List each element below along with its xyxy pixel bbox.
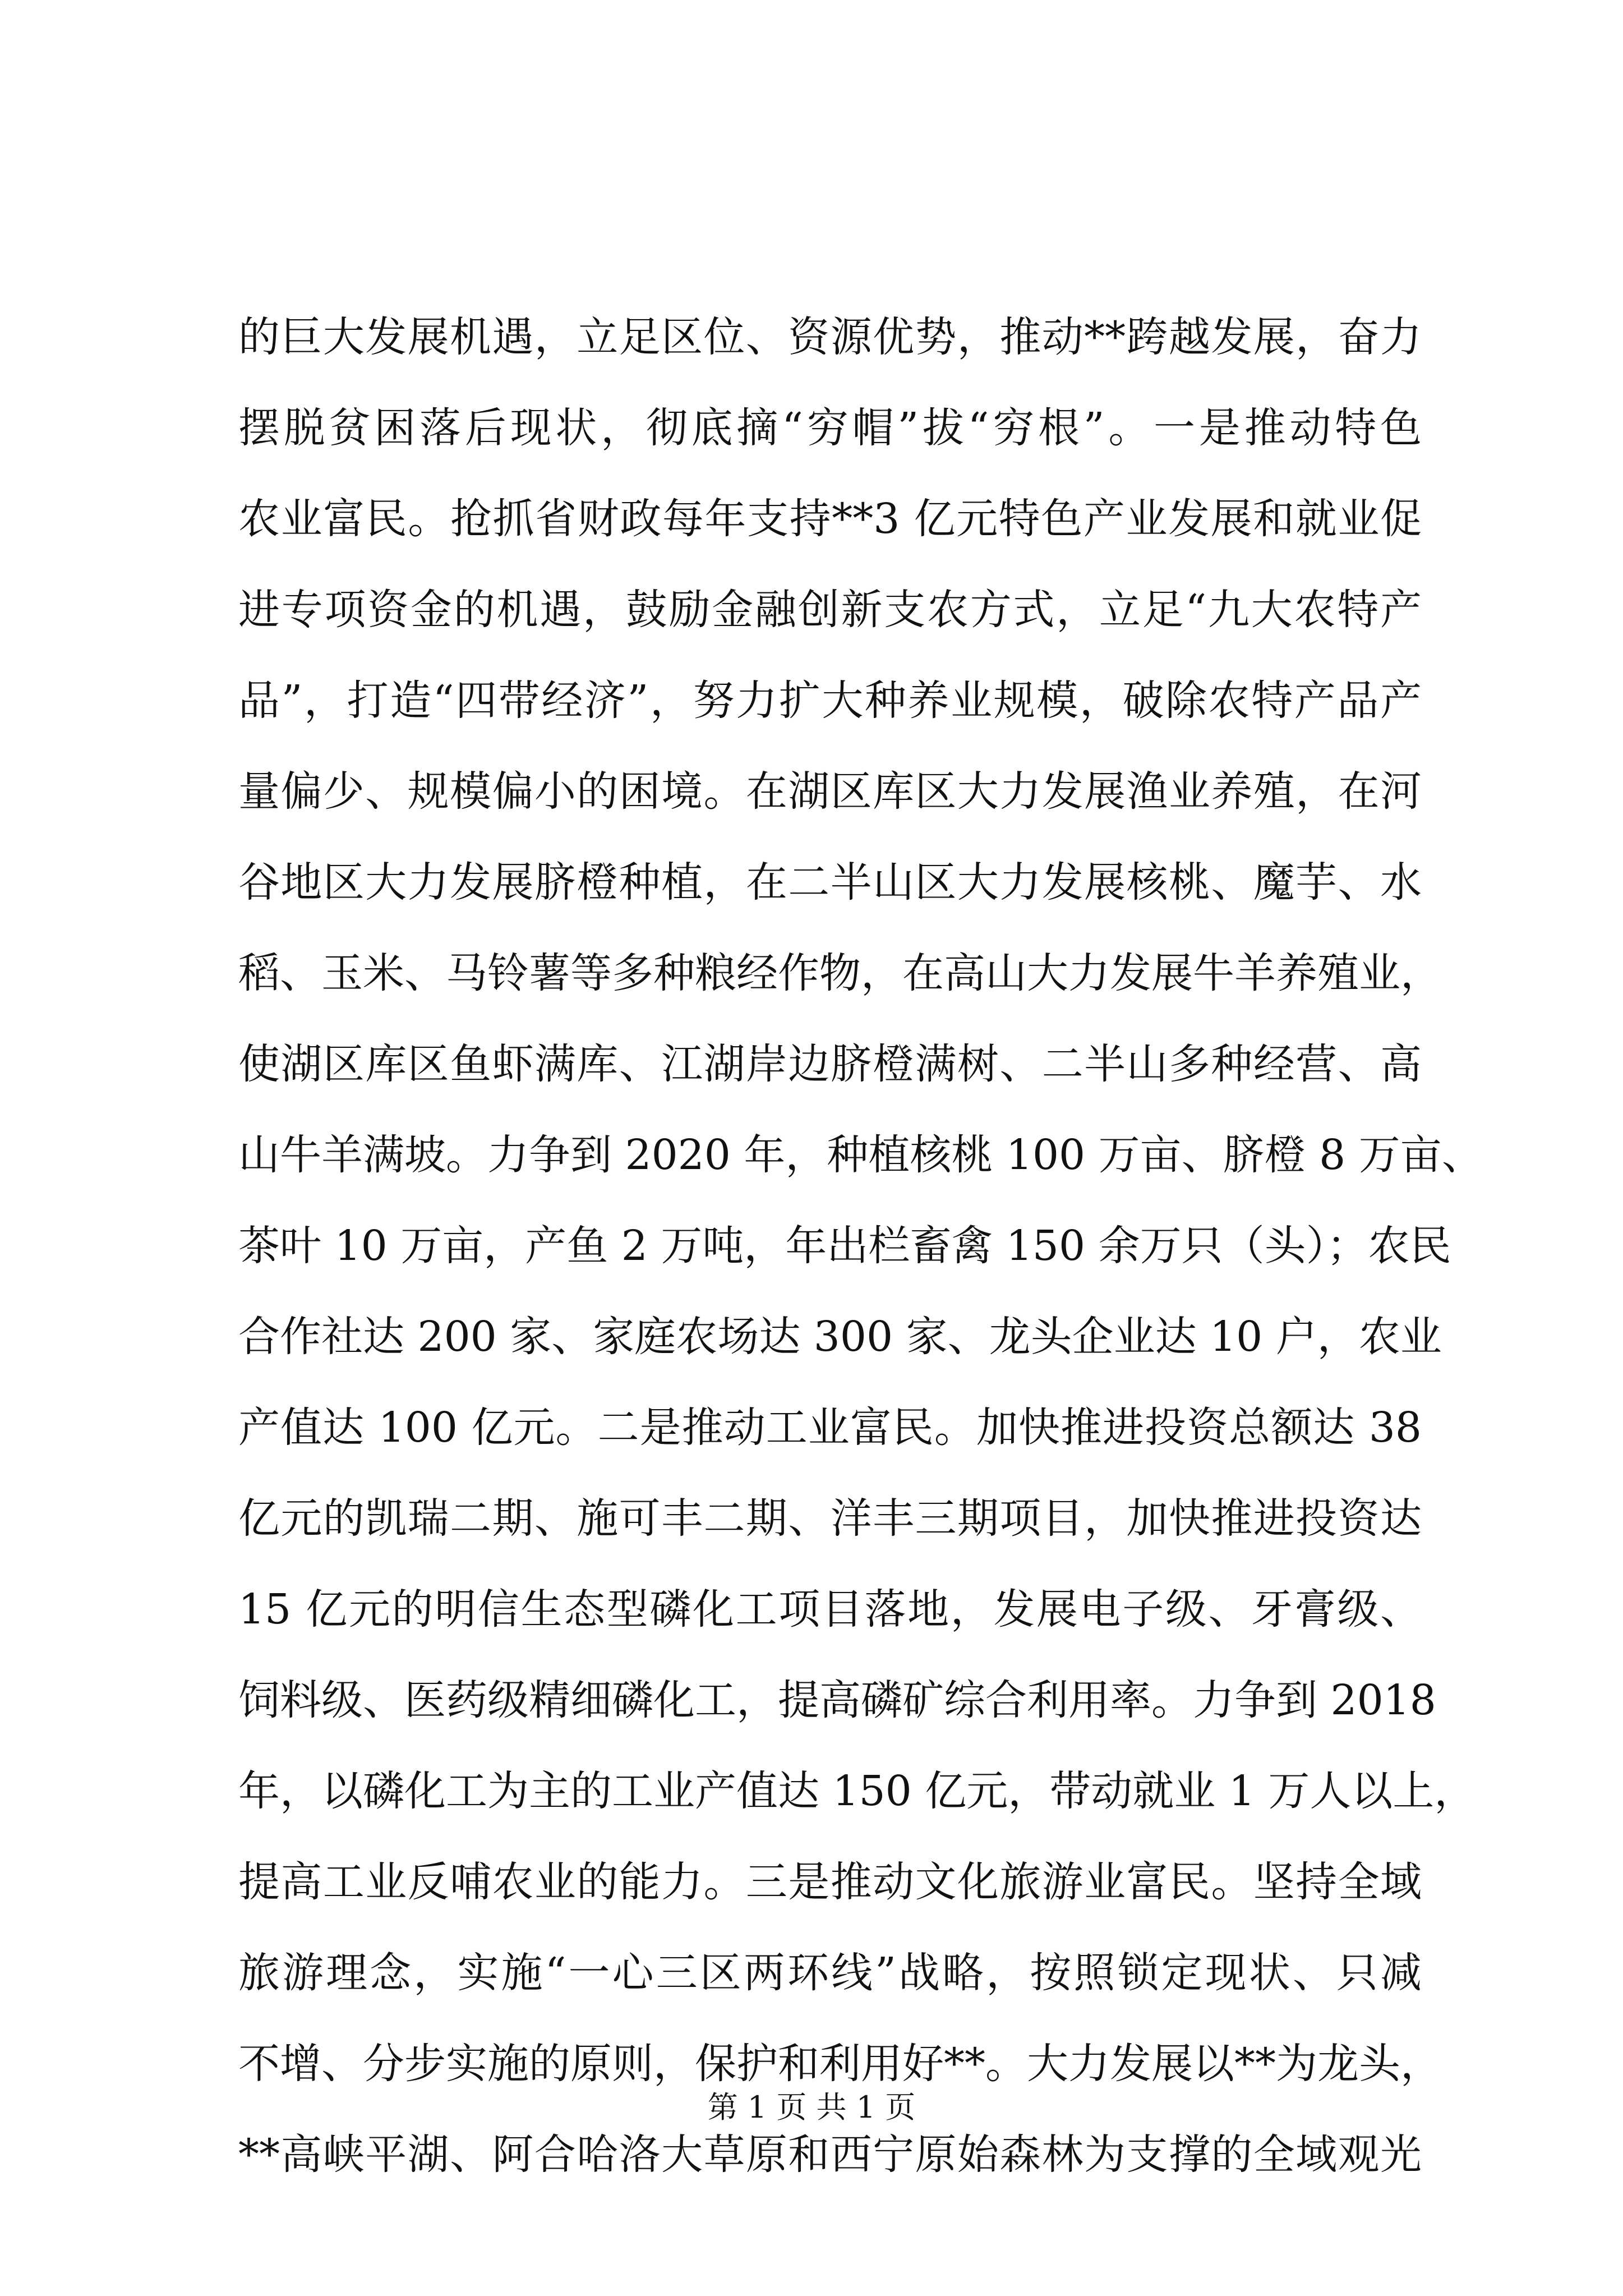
text-line: 稻、玉米、马铃薯等多种粮经作物，在高山大力发展牛羊养殖业， xyxy=(238,949,1442,997)
text-line: 使湖区库区鱼虾满库、江湖岸边脐橙满树、二半山多种经营、高 xyxy=(238,1040,1422,1088)
text-line: 饲料级、医药级精细磷化工，提高磷矿综合利用率。力争到 2018 xyxy=(238,1676,1436,1724)
page-number-label: 第 1 页 共 1 页 xyxy=(707,2090,916,2125)
text-line: 品”，打造“四带经济”，努力扩大种养业规模，破除农特产品产 xyxy=(238,677,1422,725)
text-line: **高峡平湖、阿合哈洛大草原和西宁原始森林为支撑的全域观光 xyxy=(238,2131,1422,2179)
text-line: 旅游理念，实施“一心三区两环线”战略，按照锁定现状、只减 xyxy=(238,1949,1422,1997)
page-footer xyxy=(0,2088,1623,2127)
text-line: 的巨大发展机遇，立足区位、资源优势，推动**跨越发展，奋力 xyxy=(238,313,1422,361)
text-line: 谷地区大力发展脐橙种植，在二半山区大力发展核桃、魔芋、水 xyxy=(238,858,1422,907)
text-line: 合作社达 200 家、家庭农场达 300 家、龙头企业达 10 户，农业 xyxy=(238,1313,1442,1361)
text-line: 进专项资金的机遇，鼓励金融创新支农方式，立足“九大农特产 xyxy=(238,586,1422,634)
text-line: 山牛羊满坡。力争到 2020 年，种植核桃 100 万亩、脐橙 8 万亩、 xyxy=(238,1131,1483,1179)
body-paragraph xyxy=(238,292,1483,2200)
text-line: 茶叶 10 万亩，产鱼 2 万吨，年出栏畜禽 150 余万只（头）；农民 xyxy=(238,1222,1451,1270)
text-line: 年，以磷化工为主的工业产值达 150 亿元，带动就业 1 万人以上， xyxy=(238,1767,1476,1815)
text-line: 产值达 100 亿元。二是推动工业富民。加快推进投资总额达 38 xyxy=(238,1404,1422,1452)
text-line: 亿元的凯瑞二期、施可丰二期、洋丰三期项目，加快推进投资达 xyxy=(238,1494,1422,1543)
text-line: 农业富民。抢抓省财政每年支持**3 亿元特色产业发展和就业促 xyxy=(238,495,1422,543)
text-line: 15 亿元的明信生态型磷化工项目落地，发展电子级、牙膏级、 xyxy=(238,1585,1422,1634)
text-line: 摆脱贫困落后现状，彻底摘“穷帽”拔“穷根”。一是推动特色 xyxy=(238,404,1422,452)
text-line: 量偏少、规模偏小的困境。在湖区库区大力发展渔业养殖，在河 xyxy=(238,767,1422,816)
text-line: 提高工业反哺农业的能力。三是推动文化旅游业富民。坚持全域 xyxy=(238,1858,1422,1906)
text-line: 不增、分步实施的原则，保护和利用好**。大力发展以**为龙头， xyxy=(238,2040,1442,2088)
